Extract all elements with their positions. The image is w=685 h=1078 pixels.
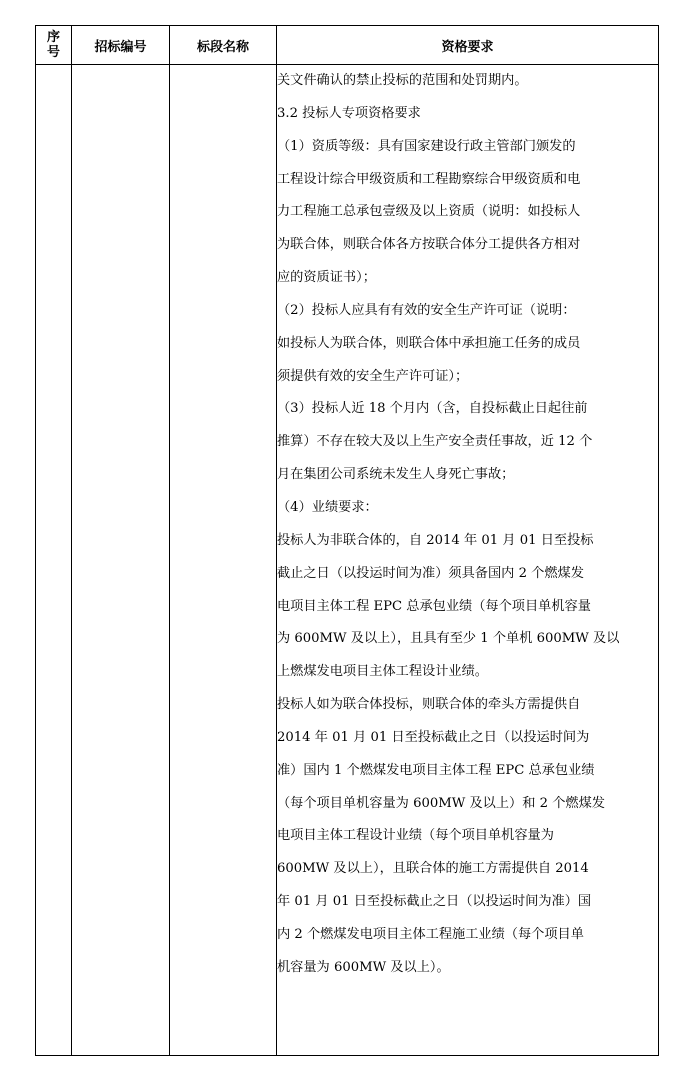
cell-bid-no	[72, 65, 170, 1056]
requirement-line: 年 01 月 01 日至投标截止之日（以投运时间为准）国	[277, 894, 592, 910]
requirement-line: （1）资质等级：具有国家建设行政主管部门颁发的	[277, 138, 576, 154]
requirement-line: 3.2 投标人专项资格要求	[277, 105, 421, 121]
requirement-line: 为 600MW 及以上），且具有至少 1 个单机 600MW 及以	[277, 631, 620, 647]
requirement-line: 为联合体，则联合体各方按联合体分工提供各方相对	[277, 237, 581, 253]
requirement-line: （每个项目单机容量为 600MW 及以上）和 2 个燃煤发	[277, 795, 605, 811]
requirement-line: 工程设计综合甲级资质和工程勘察综合甲级资质和电	[277, 171, 581, 187]
header-requirements: 资格要求	[277, 26, 659, 65]
requirement-line: 关文件确认的禁止投标的范围和处罚期内。	[277, 73, 528, 88]
requirement-line: 力工程施工总承包壹级及以上资质（说明：如投标人	[277, 204, 581, 220]
requirement-line: 投标人为非联合体的，自 2014 年 01 月 01 日至投标	[277, 532, 594, 548]
requirement-line: 须提供有效的安全生产许可证）；	[277, 368, 469, 384]
requirement-line: （2）投标人应具有有效的安全生产许可证（说明：	[277, 302, 576, 318]
requirement-line: 机容量为 600MW 及以上）。	[277, 959, 450, 975]
requirement-line: 应的资质证书）；	[277, 270, 376, 286]
header-seq-label: 序号	[46, 30, 60, 60]
requirement-line: 截止之日（以投运时间为准）须具备国内 2 个燃煤发	[277, 565, 584, 581]
requirement-line: 600MW 及以上），且联合体的施工方需提供自 2014	[277, 861, 589, 877]
requirement-line: 投标人如为联合体投标，则联合体的牵头方需提供自	[277, 697, 581, 713]
requirement-line: （4）业绩要求：	[277, 499, 378, 515]
header-section-name: 标段名称	[170, 26, 277, 65]
requirement-line: 电项目主体工程设计业绩（每个项目单机容量为	[277, 828, 554, 844]
requirement-line: 准）国内 1 个燃煤发电项目主体工程 EPC 总承包业绩	[277, 762, 595, 778]
requirement-line: 内 2 个燃煤发电项目主体工程施工业绩（每个项目单	[277, 926, 584, 942]
requirement-line: 电项目主体工程 EPC 总承包业绩（每个项目单机容量	[277, 598, 591, 614]
requirement-line: （3）投标人近 18 个月内（含，自投标截止日起往前	[277, 401, 588, 417]
cell-requirements	[277, 65, 659, 1056]
qualification-table	[35, 25, 659, 1056]
header-seq	[36, 26, 72, 65]
requirement-line: 上燃煤发电项目主体工程设计业绩。	[277, 664, 488, 680]
requirements-text	[277, 65, 658, 985]
requirement-line: 2014 年 01 月 01 日至投标截止之日（以投运时间为	[277, 729, 590, 745]
requirement-line: 月在集团公司系统未发生人身死亡事故；	[277, 467, 515, 483]
requirement-line: 推算）不存在较大及以上生产安全责任事故，近 12 个	[277, 434, 593, 450]
cell-section-name	[170, 65, 277, 1056]
header-row	[36, 26, 659, 65]
table-row	[36, 65, 659, 1056]
cell-seq	[36, 65, 72, 1056]
requirement-line: 如投标人为联合体，则联合体中承担施工任务的成员	[277, 335, 581, 351]
header-bid-no: 招标编号	[72, 26, 170, 65]
